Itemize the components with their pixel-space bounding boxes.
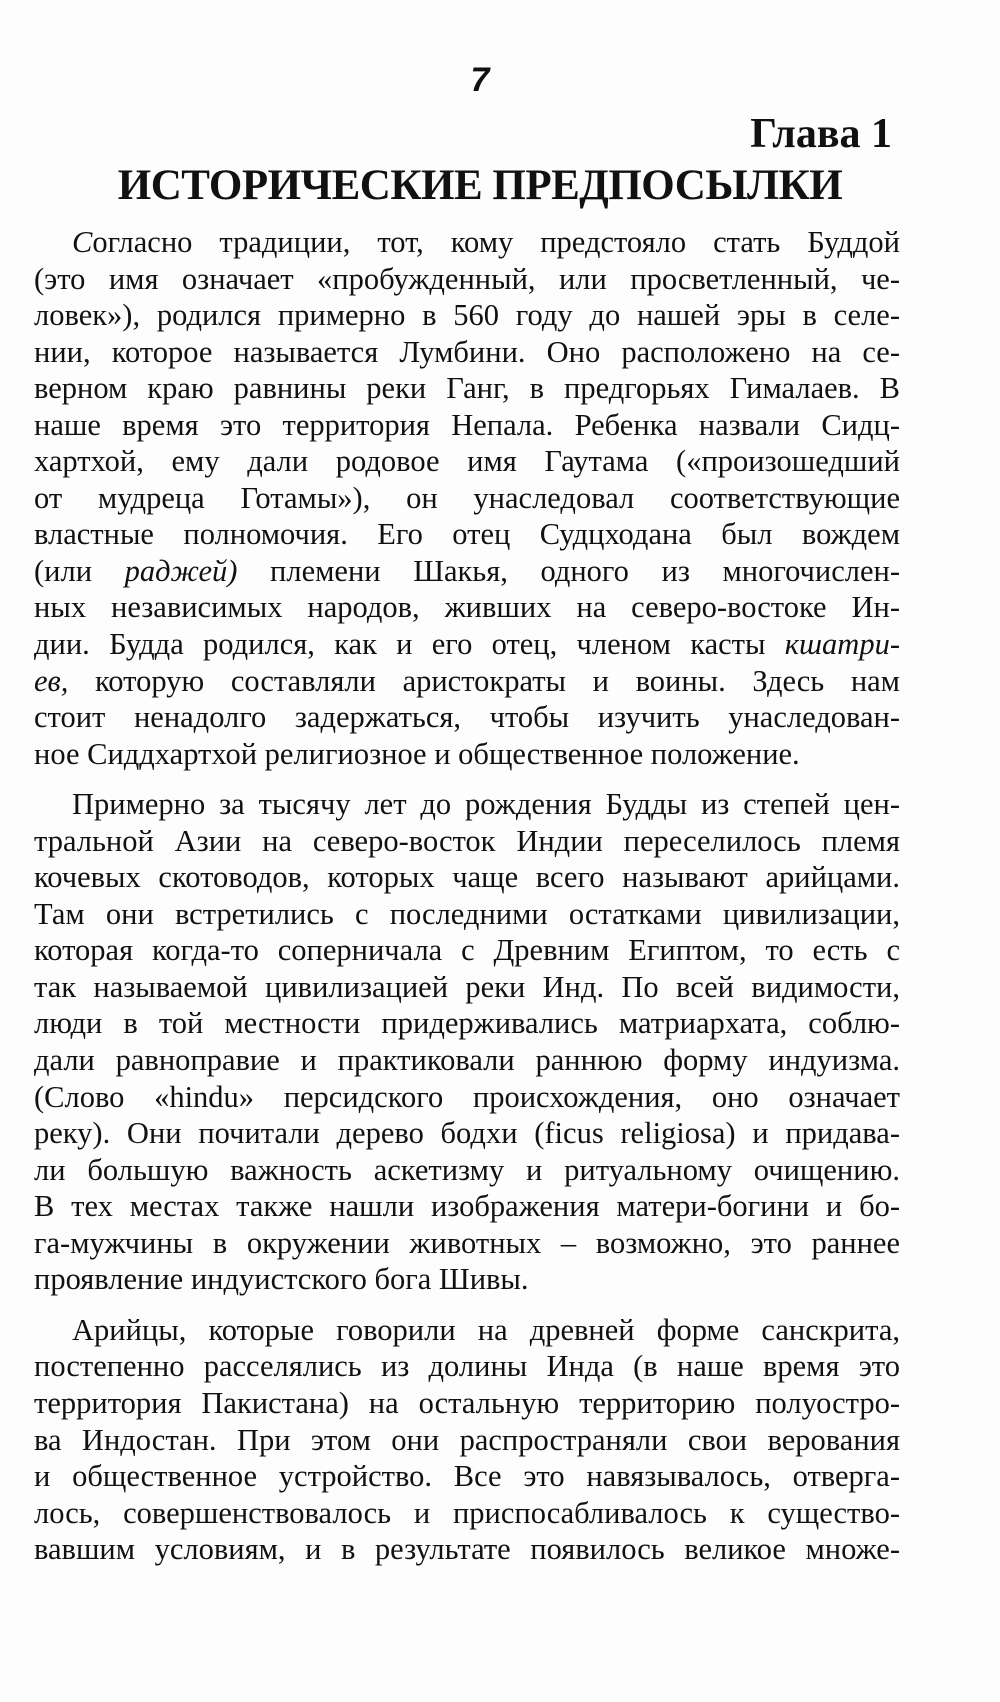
text-line: территория Пакистана) на остальную территорию полуостро- [34,1385,900,1420]
text-line: га-мужчины в окружении животных – возможно, это раннее [34,1225,900,1260]
text-line: Примерно за тысячу лет до рождения Будды из степей цен- [72,787,900,822]
text-line: дали равноправие и практиковали раннюю форму индуизма. [34,1043,900,1078]
text-line: которая когда-то соперничала с Древним Египтом, то есть с [34,933,900,968]
text-line: хартхой, ему дали родовое имя Гаутама («произошедший [34,444,900,479]
text-line: вавшим условиям, и в результате появилось великое множе- [34,1532,900,1567]
text-line: ловек»), родился примерно в 560 году до нашей эры в селе- [34,298,900,333]
text-line: ли большую важность аскетизму и ритуальному очищению. [34,1152,900,1187]
text-line: ное Сиддхартхой религиозное и общественное положение. [34,736,800,771]
text-line: реку). Они почитали дерево бодхи (ficus religiosa) и придава- [34,1116,900,1151]
text-line: ва Индостан. При этом они распространяли свои верования [34,1422,900,1457]
chapter-title: ИСТОРИЧЕСКИЕ ПРЕДПОСЫЛКИ [117,162,843,209]
body-text [34,224,900,1568]
text-line: так называемой цивилизацией реки Инд. По всей видимости, [34,969,900,1004]
text-line: стоит ненадолго задержаться, чтобы изучить унаследован- [34,700,900,735]
chapter-label: Глава 1 [750,111,892,157]
paragraph-1 [34,224,900,772]
paragraph-2 [34,786,900,1298]
text-line: Согласно традиции, тот, кому предстояло стать Буддой [72,225,900,259]
text-line: люди в той местности придерживались матриархата, соблю- [34,1006,900,1041]
text-line: (это имя означает «пробужденный, или просветленный, че- [34,261,900,296]
text-line: ев, которую составляли аристократы и воины. Здесь нам [34,663,900,698]
text-line: кочевых скотоводов, которых чаще всего называют арийцами. [34,860,900,895]
text-line: Арийцы, которые говорили на древней форме санскрита, [72,1312,900,1347]
paragraph-3 [34,1312,900,1568]
text-line: лось, совершенствовалось и приспосабливалось к существо- [34,1495,900,1530]
text-line: и общественное устройство. Все это навязывалось, отверга- [34,1459,900,1494]
text-line: (или раджей) племени Шакья, одного из многочислен- [34,553,900,588]
text-line: тральной Азии на северо-восток Индии переселилось племя [34,823,900,858]
text-line: дии. Будда родился, как и его отец, членом касты кшатри- [34,627,900,662]
text-line: Там они встретились с последними остатками цивилизации, [34,896,900,931]
text-line: постепенно расселялись из долины Инда (в наше время это [34,1349,900,1384]
text-line: проявление индуистского бога Шивы. [34,1262,529,1297]
text-line: властные полномочия. Его отец Судцходана был вождем [34,517,900,552]
text-line: В тех местах также нашли изображения матери-богини и бо- [34,1189,900,1224]
text-line: наше время это территория Непала. Ребенка назвали Сидц- [34,407,900,442]
text-line: (Слово «hindu» персидского происхождения, оно означает [34,1079,900,1114]
text-line: от мудреца Готамы»), он унаследовал соответствующие [34,480,900,515]
page-number: 7 [470,61,490,99]
text-line: нии, которое называется Лумбини. Оно расположено на се- [34,334,900,369]
text-line: верном краю равнины реки Ганг, в предгорьях Гималаев. В [34,371,900,406]
text-line: ных независимых народов, живших на северо-востоке Ин- [34,590,900,625]
